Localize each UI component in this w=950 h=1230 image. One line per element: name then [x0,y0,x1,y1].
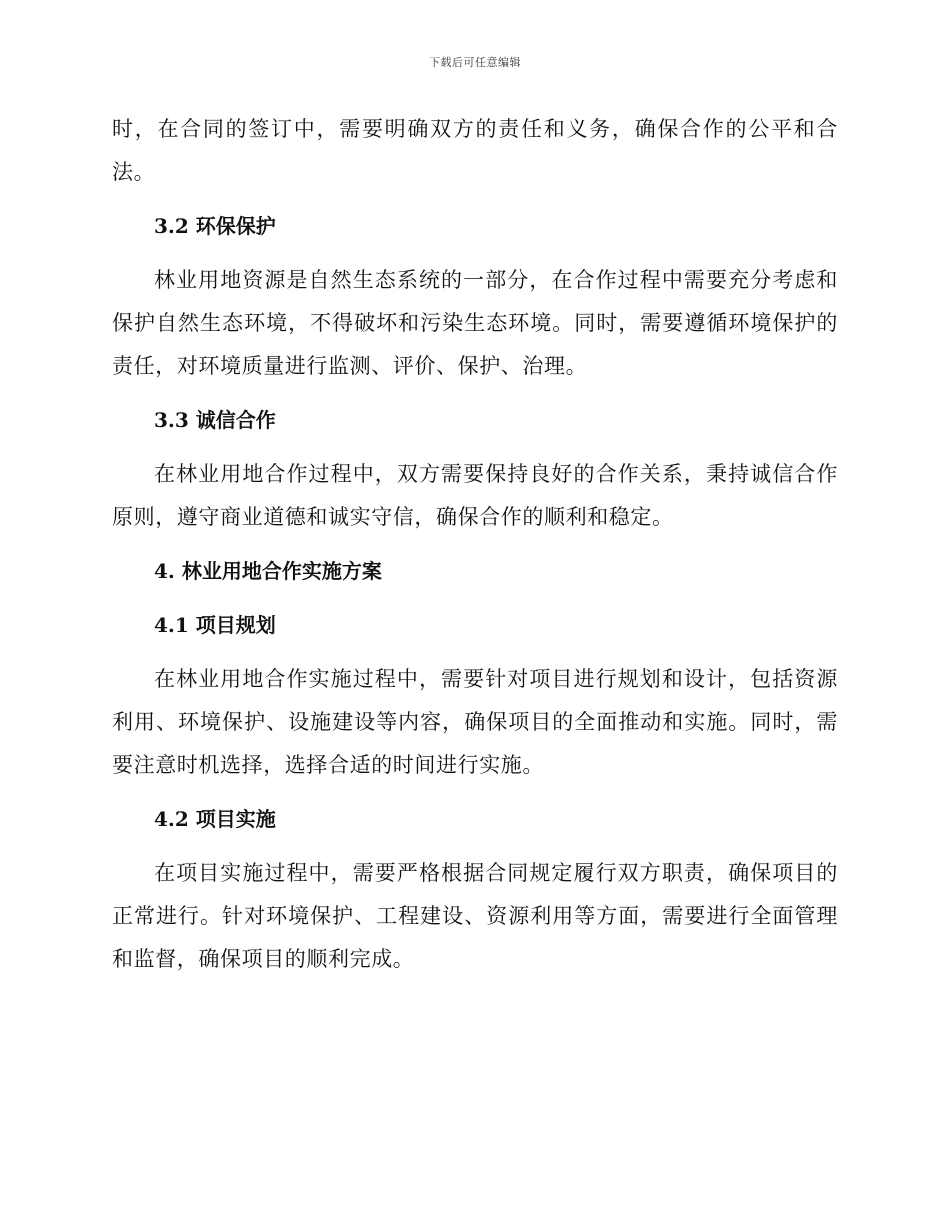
heading-3-2: 3.2 环保保护 [154,214,276,238]
heading-3-3: 3.3 诚信合作 [154,408,276,432]
paragraph-4-2: 在项目实施过程中，需要严格根据合同规定履行双方职责，确保项目的正常进行。针对环境保护、工程建设、资源利用等方面，需要进行全面管理和监督，确保项目的顺利完成。 [112,861,838,971]
paragraph-continuation: 时，在合同的签订中，需要明确双方的责任和义务，确保合作的公平和合法。 [112,117,838,184]
paragraph-3-2: 林业用地资源是自然生态系统的一部分，在合作过程中需要充分考虑和保护自然生态环境，不得破坏和污染生态环境。同时，需要遵循环境保护的责任，对环境质量进行监测、评价、保护、治理。 [112,268,838,378]
heading-4-2: 4.2 项目实施 [154,807,276,831]
document-body [112,108,838,981]
page-header: 下载后可任意编辑 [429,56,521,69]
paragraph-3-3: 在林业用地合作过程中，双方需要保持良好的合作关系，秉持诚信合作原则，遵守商业道德和诚实守信，确保合作的顺利和稳定。 [112,462,838,529]
paragraph-4-1: 在林业用地合作实施过程中，需要针对项目进行规划和设计，包括资源利用、环境保护、设施建设等内容，确保项目的全面推动和实施。同时，需要注意时机选择，选择合适的时间进行实施。 [112,667,838,777]
heading-4-1: 4.1 项目规划 [154,613,276,637]
heading-4: 4. 林业用地合作实施方案 [154,559,382,583]
